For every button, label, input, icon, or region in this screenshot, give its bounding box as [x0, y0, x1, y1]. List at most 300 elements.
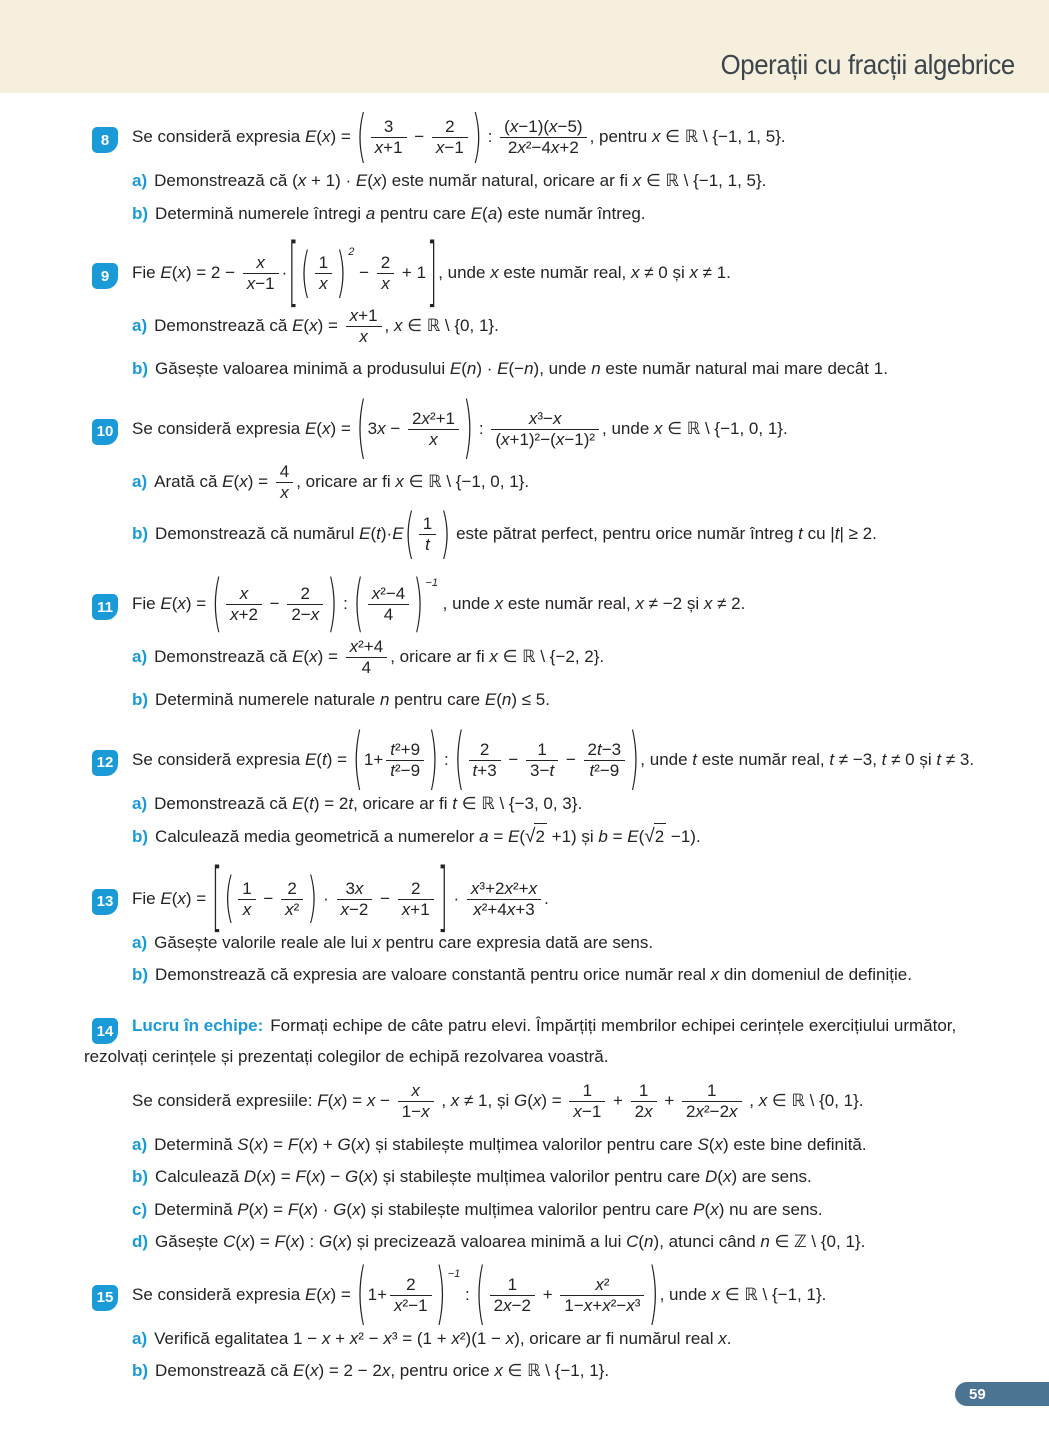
subitem-a [132, 930, 991, 956]
fraction-numerator: 1 [537, 739, 547, 759]
exercise-stem [132, 104, 991, 171]
subitem-text [154, 171, 766, 190]
text-run: Determină [154, 1199, 238, 1219]
exercise-body [132, 855, 991, 995]
fraction-denominator: 4 [346, 657, 388, 678]
text-run: Găsește [155, 1232, 224, 1252]
subitem-a [132, 1132, 991, 1158]
fraction [346, 306, 382, 347]
fraction [243, 253, 279, 294]
exercise-body [132, 568, 991, 720]
math-run: x + x² − x³ [321, 1328, 398, 1348]
text-run: 1+ [363, 749, 384, 769]
subitem-text [155, 1167, 812, 1186]
fraction-denominator: x−1 [432, 137, 468, 158]
text-run: ∈ ℝ \ {0, 1}. [402, 316, 499, 336]
exercise-stem [132, 1079, 991, 1124]
fraction [469, 740, 501, 781]
math-run: C(n) [626, 1232, 660, 1252]
text-run: Determină [154, 1134, 238, 1154]
text-run: Găsește valoarea minimă a produsului [155, 359, 450, 379]
exercise-15 [84, 1256, 991, 1391]
text-run: , unde [602, 418, 655, 438]
math-run: x [718, 1328, 727, 1348]
big-delimiter: ( [300, 242, 311, 306]
subitem-label: b) [132, 827, 149, 847]
math-run: S(x) = F(x) + G(x) [237, 1134, 371, 1154]
superscript: −1 [425, 577, 438, 590]
text-run: ∈ ℝ \ {−1, 0, 1}. [662, 418, 788, 438]
math-run: x [393, 316, 403, 336]
math-run: n [591, 359, 601, 379]
subitem-label: b) [132, 1167, 149, 1187]
fraction-denominator: x+1 [371, 137, 407, 158]
text-run: este număr natural mai mare decât 1. [600, 359, 888, 379]
fraction [386, 740, 424, 781]
fraction-numerator: 3 [383, 117, 394, 136]
math-run: D(x) = F(x) − G(x) [243, 1167, 379, 1187]
subitem-label: a) [132, 932, 148, 952]
fraction [315, 253, 332, 294]
math-run: E(t) [304, 749, 333, 769]
fraction-denominator: 4 [368, 604, 410, 625]
math-run: E(x) [292, 316, 324, 336]
fraction [500, 117, 586, 158]
fraction [560, 1275, 644, 1316]
fraction-numerator: 1 [638, 1080, 649, 1100]
math-run: b [598, 827, 608, 847]
text-run: , unde [640, 749, 693, 769]
subitem-text [154, 794, 582, 813]
fraction-denominator: x [408, 429, 459, 450]
math-run: E(x) [292, 647, 324, 667]
math-run: C(x) = F(x) : G(x) [223, 1232, 353, 1252]
text-run: , unde [659, 1284, 712, 1304]
math-run: x [381, 1361, 391, 1381]
math-run: a [479, 827, 489, 847]
subitem-b [132, 687, 991, 713]
math-run: E(n) [484, 690, 518, 710]
text-run: ≠ −2 și [643, 594, 704, 614]
math-run: E(x) [222, 471, 254, 491]
math-run: P(x) [693, 1199, 725, 1219]
subitem-label: b) [132, 203, 149, 223]
exercise-body [132, 390, 991, 567]
math-run: E(x) [160, 594, 192, 614]
text-run: Arată că [154, 471, 223, 491]
fraction-numerator: 1 [422, 513, 433, 533]
text-run: pentru care expresia dată are sens. [380, 932, 654, 952]
text-run: = (1 + [397, 1328, 452, 1348]
text-run: = [323, 316, 343, 336]
fraction [371, 117, 407, 158]
fraction-denominator: (x+1)²−(x−1)² [491, 429, 599, 450]
math-run: t [881, 749, 887, 769]
superscript: 2 [348, 246, 355, 259]
fraction-numerator: x [411, 1080, 420, 1100]
exercise-12 [84, 721, 991, 859]
math-run: a [365, 203, 376, 223]
subitem-b [132, 201, 991, 227]
badge-column [84, 407, 132, 564]
fraction-numerator: x³+2x²+x [470, 878, 538, 898]
exercise-number-badge: 9 [92, 263, 118, 289]
text-run: ∈ ℝ \ {−1, 1}. [502, 1361, 610, 1381]
subitem-label: a) [132, 1134, 148, 1154]
math-run: E(x) [304, 127, 337, 147]
radicand: 2 [534, 823, 546, 850]
exercise-number-badge: 13 [92, 889, 118, 915]
fraction-numerator: 2 [479, 739, 490, 759]
text-run: este număr real, [697, 749, 830, 769]
subitem-b [132, 503, 991, 567]
subitem-label: a) [132, 471, 148, 491]
subitem-b [132, 1358, 991, 1384]
text-run: + [608, 1090, 628, 1110]
fraction-denominator: t [419, 534, 436, 555]
subitem-label: b) [132, 524, 149, 543]
fraction-numerator: 2 [380, 253, 391, 273]
subitem-label: a) [132, 1328, 148, 1348]
text-run: , unde [437, 594, 495, 614]
subitem-label: a) [132, 316, 148, 336]
math-run: E( [508, 827, 526, 847]
text-run: · [448, 888, 464, 908]
subitem-a [132, 791, 991, 817]
math-run: E(a) [470, 203, 503, 223]
text-run: Fie [132, 594, 161, 614]
exercise-stem [132, 568, 991, 641]
fraction-denominator: 2x−2 [490, 1295, 535, 1316]
text-run: , unde [438, 263, 491, 283]
text-run: )(1 − [465, 1328, 506, 1348]
subitem-label: b) [132, 690, 149, 710]
text-run: : [338, 594, 353, 614]
subitem-a [132, 168, 991, 194]
text-run: : [474, 418, 489, 438]
subitem-text [155, 503, 877, 567]
fraction [398, 1081, 434, 1122]
fraction [377, 253, 394, 294]
text-run: = [336, 1284, 356, 1304]
exercise-10 [84, 390, 991, 567]
fraction-numerator: 4 [279, 461, 290, 481]
fraction [631, 1081, 657, 1122]
math-run: P(x) = F(x) · G(x) [237, 1199, 367, 1219]
exercise-body [132, 104, 991, 233]
subitem-b [132, 962, 991, 988]
page-title: Operații cu fracții algebrice [720, 49, 1015, 80]
fraction-numerator: 2 [300, 584, 310, 604]
big-delimiter: ) [413, 568, 424, 641]
text-run: ≠ −3, [834, 749, 882, 769]
fraction-denominator: x [238, 899, 255, 920]
fraction-denominator: 1−x [398, 1101, 434, 1122]
fraction-numerator: 2 [406, 1274, 416, 1294]
fraction-denominator: x−1 [569, 1101, 605, 1122]
text-run: Se consideră expresia [132, 1284, 305, 1304]
text-run: și stabilește mulțimea valorilor pentru care [370, 1134, 698, 1154]
math-run: x [494, 594, 504, 614]
badge-column [84, 115, 132, 233]
text-run: − [264, 594, 285, 614]
subitem-text [155, 1361, 609, 1380]
text-run: · [281, 263, 288, 283]
exercise-stem [132, 721, 991, 800]
math-run: E(x) [304, 418, 337, 438]
fraction-denominator: 2x [631, 1101, 657, 1122]
big-delimiter: ( [356, 104, 367, 171]
exercise-number-badge: 14 [92, 1018, 118, 1044]
subitem-text [155, 827, 701, 846]
exercise-body [132, 1079, 991, 1255]
fraction-numerator: x³−x [528, 408, 562, 428]
fraction [390, 1275, 432, 1316]
math-run: E(n) · E(−n) [449, 359, 540, 379]
fraction-numerator: 1 [582, 1080, 593, 1100]
big-delimiter: ] [437, 855, 448, 943]
text-run: , [436, 1090, 451, 1110]
math-run: E(x) [304, 1284, 337, 1304]
subitem-text [155, 1232, 865, 1251]
text-run: Verifică egalitatea 1 − [154, 1328, 322, 1348]
math-run: x [711, 1284, 721, 1304]
text-run: = [488, 827, 508, 847]
text-run: Fie [132, 263, 161, 283]
fraction-denominator: 2x²−2x [682, 1101, 742, 1122]
math-run: (x + 1) · E(x) [292, 171, 388, 191]
fraction [490, 1275, 535, 1316]
text-run: = [191, 888, 211, 908]
text-run: , oricare ar fi [296, 471, 396, 491]
big-delimiter: ) [648, 1256, 659, 1335]
exercise-body [132, 230, 991, 389]
text-run: − [354, 263, 374, 283]
fraction [238, 879, 255, 920]
subitem-a [132, 304, 991, 349]
fraction-denominator: x [346, 326, 382, 347]
fraction-denominator: x² [281, 899, 303, 920]
big-delimiter: [ [288, 230, 299, 318]
big-delimiter: ( [353, 568, 364, 641]
exercise-number-badge: 11 [92, 594, 118, 620]
math-run: x [505, 1328, 515, 1348]
text-run: ∈ ℝ \ {0, 1}. [767, 1090, 864, 1110]
radical-sign: √ [644, 826, 655, 848]
text-run: ≠ 1, și [459, 1090, 514, 1110]
fraction-denominator: x+2 [226, 604, 262, 625]
math-run: x [710, 965, 720, 985]
fraction-denominator: x²+4x+3 [467, 899, 541, 920]
subitem-a [132, 460, 991, 505]
subitem-label: a) [132, 647, 148, 667]
fraction-denominator: t²−9 [584, 760, 626, 781]
exercise-11 [84, 568, 991, 720]
text-run: ≠ 1. [697, 263, 731, 283]
math-run: S(x) [697, 1134, 729, 1154]
math-run: x [758, 1090, 768, 1110]
big-delimiter: [ [211, 855, 223, 943]
text-run: ), oricare ar fi numărul real [514, 1328, 719, 1348]
fraction [419, 514, 436, 555]
text-run: ≥ 2. [843, 524, 877, 543]
fraction [467, 879, 541, 920]
fraction [368, 584, 410, 625]
fraction-denominator: 3−t [526, 760, 558, 781]
fraction-denominator: t²−9 [386, 760, 424, 781]
text-run: ≠ 0 și [886, 749, 937, 769]
text-run: , pentru orice [390, 1361, 495, 1381]
math-run: D(x) [704, 1167, 738, 1187]
superscript: −1 [447, 1268, 461, 1281]
badge-column [84, 582, 132, 720]
fraction-numerator: 1 [318, 253, 329, 273]
fraction-numerator: 1 [507, 1274, 518, 1294]
text-run: Demonstrează că [155, 1361, 293, 1381]
math-run: E(x) [160, 888, 192, 908]
text-run: Determină numerele naturale [155, 690, 380, 710]
math-run: x [689, 263, 698, 283]
big-delimiter: ) [440, 503, 451, 567]
text-run: , [744, 1090, 759, 1110]
fraction-denominator: 2−x [287, 604, 323, 625]
math-run: x [372, 932, 381, 952]
text-run: Calculează media geometrică a numerelor [155, 827, 480, 847]
fraction-denominator: 2x²−4x+2 [500, 137, 586, 158]
fraction-denominator: x [377, 273, 394, 294]
text-run: este bine definită. [728, 1134, 867, 1154]
subitem-a [132, 1326, 991, 1352]
subitem-text [155, 965, 912, 984]
text-run: , oricare ar fi [353, 793, 453, 813]
exercise-stem [132, 230, 991, 318]
text-run: are sens. [737, 1167, 812, 1187]
text-run: ∈ ℝ \ {−1, 1, 5}. [641, 171, 767, 191]
text-run: este număr întreg. [502, 203, 646, 223]
subitem-c [132, 1197, 991, 1223]
text-run: ∈ ℝ \ {−1, 1, 5}. [660, 127, 786, 147]
subitem-text [155, 204, 645, 223]
subitem-label: c) [132, 1199, 148, 1219]
text-run: Se consideră expresia [132, 749, 305, 769]
subitem-d [132, 1229, 991, 1255]
text-run: = [336, 127, 356, 147]
math-run: G(x) = [513, 1090, 567, 1110]
big-delimiter: ) [435, 1256, 446, 1335]
subitem-text [154, 461, 530, 502]
text-run: + [659, 1090, 680, 1110]
text-run: ∈ ℝ \ {−1, 0, 1}. [403, 471, 530, 491]
text-run: Demonstrează că [154, 647, 293, 667]
math-run: t [829, 749, 835, 769]
fraction [337, 879, 373, 920]
text-run: Demonstrează că expresia are valoare constantă pentru orice număr real [155, 965, 711, 985]
text-run: este număr real, [498, 263, 631, 283]
subitem-label: a) [132, 793, 148, 813]
fraction [491, 409, 599, 450]
text-run: 1+ [367, 1284, 388, 1304]
text-run: − [258, 888, 279, 908]
exercise-intro [84, 1013, 991, 1071]
fraction [408, 409, 459, 450]
page-number: 59 [969, 1385, 986, 1403]
text-run: , [384, 316, 394, 336]
text-run: = 2 [319, 793, 349, 813]
text-run: Demonstrează că numărul [155, 524, 360, 543]
exercise-stem [132, 390, 991, 469]
text-run: ∈ ℝ \ {−2, 2}. [497, 647, 605, 667]
math-run: x [654, 418, 663, 438]
text-run: + 1 [397, 263, 427, 283]
fraction-numerator: 2 [287, 878, 297, 898]
math-run: n [379, 690, 390, 710]
text-run: ≤ 5. [517, 690, 550, 710]
math-run: x [703, 594, 713, 614]
text-run: Demonstrează că [154, 316, 293, 336]
fraction [569, 1081, 605, 1122]
fraction [287, 584, 323, 625]
text-run: Se consideră expresiile: [132, 1090, 318, 1110]
text-run: Calculează [155, 1167, 244, 1187]
sqrt-radical [525, 823, 547, 852]
text-run: și precizează valoarea minimă a lui [352, 1232, 627, 1252]
text-run: , unde [539, 359, 592, 379]
exercise-number-badge: 12 [92, 750, 118, 776]
exercise-14 [84, 1013, 991, 1255]
exercise-number-badge: 8 [92, 127, 118, 153]
text-run: pentru care [389, 690, 485, 710]
text-run: : [460, 1284, 475, 1304]
text-run: Determină numerele întregi [155, 203, 366, 223]
math-run: x [450, 1090, 460, 1110]
math-run: x [651, 127, 661, 147]
text-run: , oricare ar fi [390, 647, 490, 667]
math-run: t [348, 793, 354, 813]
text-run: − [375, 888, 395, 908]
subitem-label: b) [132, 965, 149, 985]
text-run: nu are sens. [724, 1199, 823, 1219]
exercise-13 [84, 855, 991, 995]
badge-column [84, 877, 132, 995]
math-run: x² [451, 1328, 466, 1348]
big-delimiter: ) [471, 104, 482, 171]
big-delimiter: ( [404, 503, 415, 567]
fraction-numerator: x [239, 584, 249, 604]
text-run: . [544, 888, 549, 908]
text-run: : [482, 127, 498, 147]
big-delimiter: ) [428, 721, 439, 800]
subitem-text [154, 1135, 866, 1154]
fraction-numerator: 2 [445, 117, 455, 136]
text-run: este număr natural, oricare ar fi [387, 171, 633, 191]
text-run: = [253, 471, 273, 491]
big-delimiter: ( [211, 568, 223, 641]
subitem-label: b) [132, 1361, 149, 1381]
text-run: = 2 − 2 [324, 1361, 382, 1381]
text-run: = [323, 647, 343, 667]
fraction-numerator: t²+9 [390, 739, 421, 759]
subitem-text [155, 359, 888, 378]
math-run: x [630, 263, 640, 283]
subitem-label: a) [132, 171, 148, 191]
fraction [432, 117, 468, 158]
text-run: pentru care [375, 203, 471, 223]
text-run: , pentru [589, 127, 652, 147]
fraction-denominator: x−1 [243, 273, 279, 294]
math-run: E( [627, 827, 645, 847]
text-run: Demonstrează că [154, 171, 293, 191]
fraction-denominator: x [315, 273, 332, 294]
